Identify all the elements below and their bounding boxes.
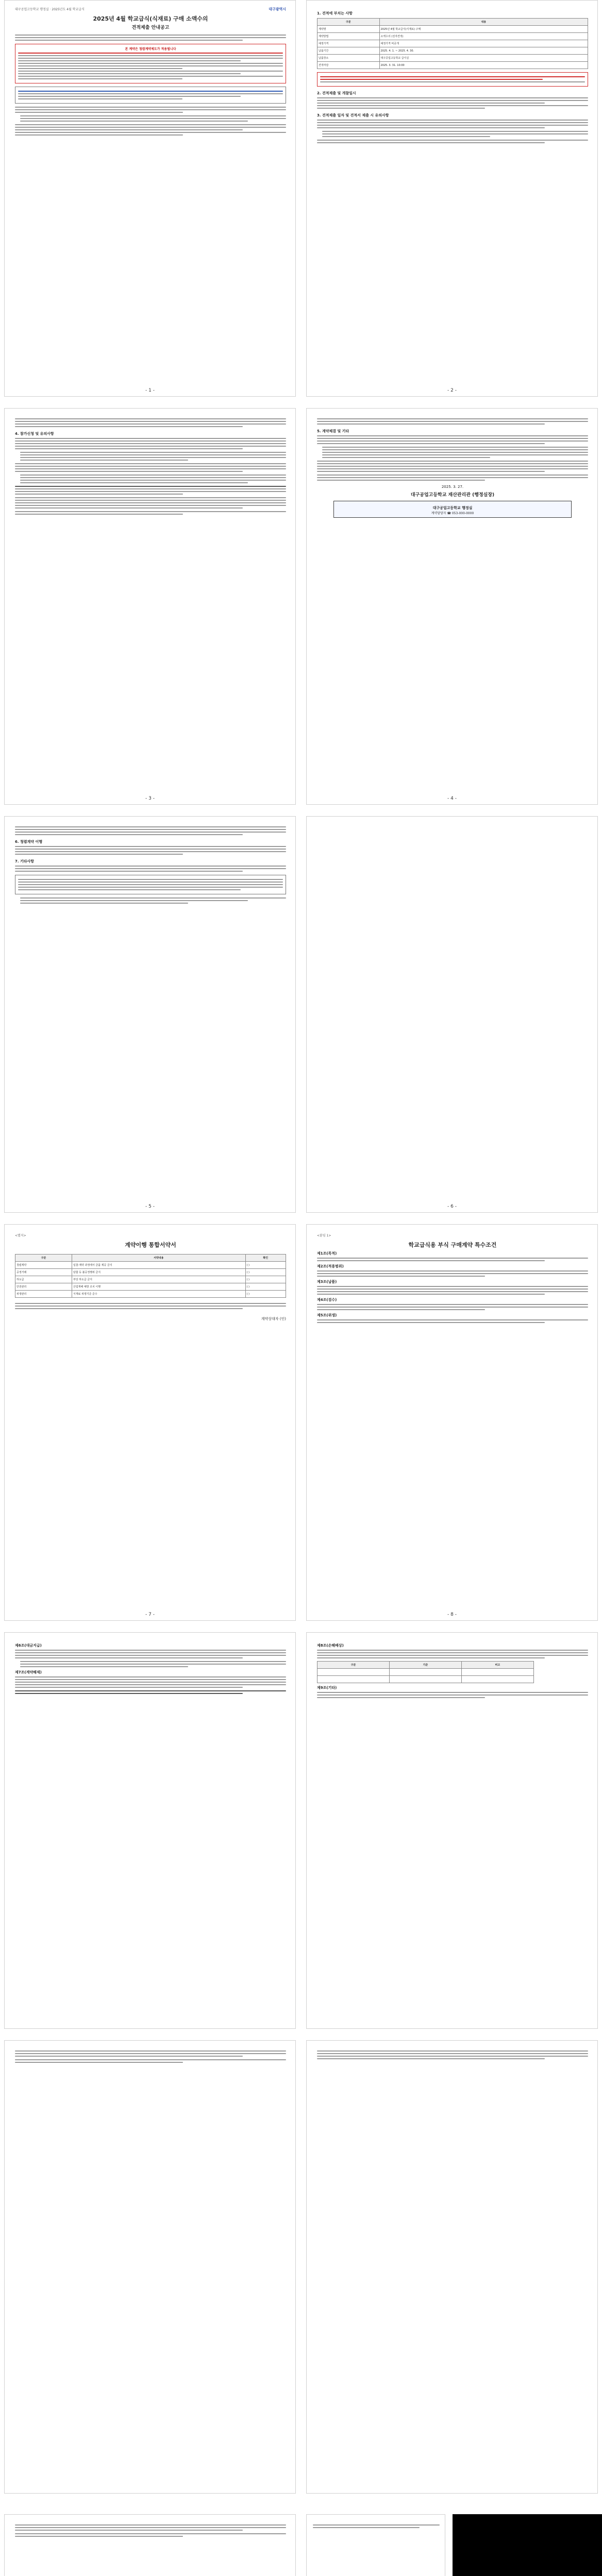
- table-cell: 부당 하도급 금지: [72, 1276, 246, 1283]
- table-header: 기준: [389, 1662, 461, 1669]
- clause-heading: 제9조(기타): [317, 1686, 337, 1690]
- page-3: [4, 408, 296, 805]
- check-cell[interactable]: ( ): [245, 1269, 286, 1276]
- integrity-notice-box: [15, 44, 286, 83]
- table-header: 서약내용: [72, 1255, 246, 1262]
- table-header: 구분: [317, 1662, 390, 1669]
- form-title: 계약이행 통합서약서: [125, 1242, 176, 1248]
- form-label: <별지>: [15, 1234, 26, 1238]
- clauses-page-left: [4, 1632, 296, 2029]
- check-cell[interactable]: ( ): [245, 1283, 286, 1291]
- section-5-heading: 5. 계약체결 및 기타: [317, 429, 349, 433]
- page-number: - 7 -: [145, 1612, 155, 1617]
- clause-heading: 제2조(적용범위): [317, 1264, 344, 1268]
- table-cell: 청렴계약: [15, 1262, 72, 1269]
- clause-heading: 제3조(납품): [317, 1280, 337, 1284]
- black-panel: [453, 2514, 602, 2576]
- logo: 대구광역시: [269, 7, 286, 11]
- table-row: [317, 47, 588, 55]
- page-1: [4, 0, 296, 397]
- page-header: 대구공업고등학교 행정실 · 2025년도 4월 학교급식: [15, 8, 85, 11]
- table-cell: 안전관리: [15, 1283, 72, 1291]
- page-number: - 1 -: [145, 388, 155, 393]
- warning-box: [317, 72, 588, 87]
- table-row: [15, 1276, 286, 1283]
- info-box: [15, 87, 286, 104]
- page-number: - 8 -: [447, 1612, 457, 1617]
- page-number: - 5 -: [145, 1204, 155, 1209]
- table-cell: 납품장소: [317, 55, 380, 62]
- clauses-page-right: [306, 1632, 598, 2029]
- contact-line: 계약담당자 ☎ 053-000-0000: [431, 512, 474, 515]
- table-header: 내용: [379, 19, 588, 26]
- table-header: 비고: [461, 1662, 533, 1669]
- table-header: 구분: [317, 19, 380, 26]
- table-row: [317, 1669, 534, 1676]
- signature-line[interactable]: 계약상대자 (인): [261, 1317, 286, 1321]
- table-cell: 예정가격: [317, 40, 380, 47]
- table-row: [15, 1283, 286, 1291]
- table-row: [317, 1676, 534, 1683]
- page-2: [306, 0, 598, 397]
- table-cell: 입찰·계약 과정에서 금품 제공 금지: [72, 1262, 246, 1269]
- table-row: [317, 40, 588, 47]
- section-3-heading: 3. 견적제출 일자 및 견적서 제출 시 유의사항: [317, 113, 389, 117]
- table-cell: 견적마감: [317, 62, 380, 69]
- section-4-heading: 4. 참가신청 및 유의사항: [15, 432, 54, 436]
- sub-title: 견적제출 안내공고: [131, 25, 170, 30]
- bid-info-table: [317, 18, 588, 69]
- issuer-name: 대구공업고등학교 재산관리관 (행정실장): [410, 493, 495, 498]
- page-number: - 3 -: [145, 796, 155, 801]
- notes-box: [15, 875, 286, 894]
- criteria-table: [317, 1661, 534, 1683]
- special-conditions-page: [306, 1224, 598, 1621]
- pledge-form-page: [4, 1224, 296, 1621]
- table-cell: 소액수의 (전자견적): [379, 33, 588, 40]
- section-1-heading: 1. 견적에 부치는 사항: [317, 11, 353, 15]
- table-cell: 공정거래: [15, 1269, 72, 1276]
- page-number: - 4 -: [447, 796, 457, 801]
- table-cell: 산업재해 예방 조치 이행: [72, 1283, 246, 1291]
- table-cell: 식재료 위생기준 준수: [72, 1291, 246, 1298]
- table-row: [15, 1262, 286, 1269]
- last-page-left: [4, 2514, 296, 2576]
- table-cell: 2025년 4월 학교급식(식재료) 구매: [379, 26, 588, 33]
- clause-heading: 제1조(목적): [317, 1251, 337, 1256]
- check-cell[interactable]: ( ): [245, 1262, 286, 1269]
- clause-heading: 제4조(검수): [317, 1298, 337, 1302]
- table-row: [317, 26, 588, 33]
- table-cell: 담합 등 불공정행위 금지: [72, 1269, 246, 1276]
- section-2-heading: 2. 견적제출 및 개찰일시: [317, 91, 356, 95]
- notice-date: 2025. 3. 27.: [441, 485, 464, 489]
- table-header: 구분: [15, 1255, 72, 1262]
- pledge-table: [15, 1254, 286, 1298]
- contact-box: [333, 501, 572, 518]
- blank-page-right: [306, 2040, 598, 2494]
- table-cell: 계약방법: [317, 33, 380, 40]
- table-cell: 납품기간: [317, 47, 380, 55]
- page-6: [306, 816, 598, 1213]
- clause-heading: 제7조(계약해제): [15, 1670, 42, 1674]
- notice-title: 본 계약은 청렴계약제도가 적용됩니다: [125, 47, 176, 51]
- check-cell[interactable]: ( ): [245, 1291, 286, 1298]
- blank-page-left: [4, 2040, 296, 2494]
- page-4: [306, 408, 598, 805]
- page-5: [4, 816, 296, 1213]
- table-row: [15, 1269, 286, 1276]
- clause-heading: 제5조(위생): [317, 1313, 337, 1317]
- table-cell: 위생관리: [15, 1291, 72, 1298]
- table-row: [15, 1291, 286, 1298]
- table-header: 확인: [245, 1255, 286, 1262]
- table-cell: 하도급: [15, 1276, 72, 1283]
- check-cell[interactable]: ( ): [245, 1276, 286, 1283]
- clause-heading: 제8조(손해배상): [317, 1643, 344, 1648]
- table-row: [317, 33, 588, 40]
- attach-title: 학교급식용 부식 구매계약 특수조건: [408, 1242, 497, 1248]
- attach-label: <붙임 1>: [317, 1234, 331, 1238]
- last-page-middle: [306, 2514, 445, 2576]
- clause-heading: 제6조(대금지급): [15, 1643, 42, 1648]
- page-number: - 2 -: [447, 388, 457, 393]
- table-cell: 2025. 3. 31. 10:00: [379, 62, 588, 69]
- table-row: [317, 55, 588, 62]
- contact-title: 대구공업고등학교 행정실: [432, 506, 473, 510]
- table-cell: 2025. 4. 1. ~ 2025. 4. 30.: [379, 47, 588, 55]
- table-cell: 대구공업고등학교 급식실: [379, 55, 588, 62]
- table-row: [317, 62, 588, 69]
- section-6-heading: 6. 청렴계약 이행: [15, 840, 42, 844]
- section-7-heading: 7. 기타사항: [15, 859, 35, 863]
- main-title: 2025년 4월 학교급식(식재료) 구매 소액수의: [93, 15, 208, 22]
- table-cell: 예정가격 비공개: [379, 40, 588, 47]
- page-number: - 6 -: [447, 1204, 457, 1209]
- table-cell: 계약명: [317, 26, 380, 33]
